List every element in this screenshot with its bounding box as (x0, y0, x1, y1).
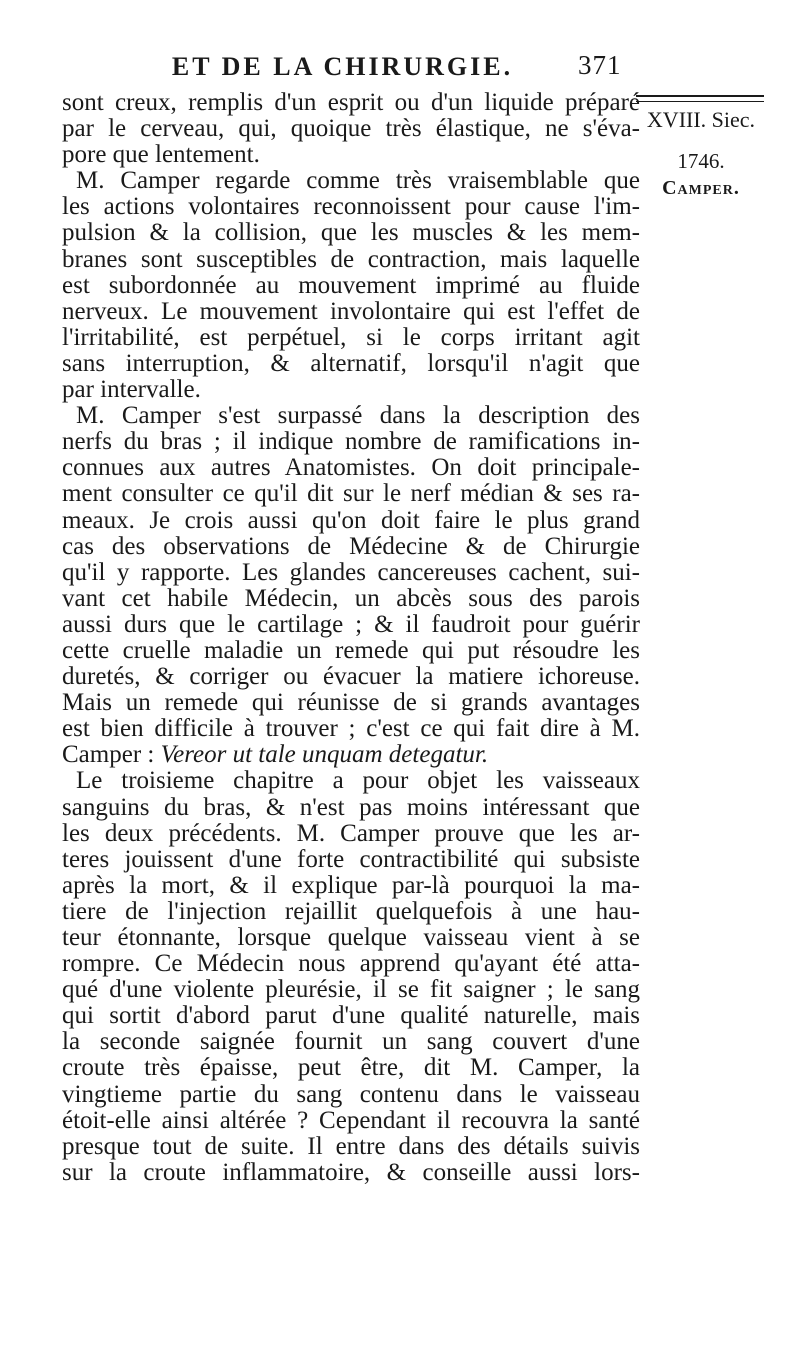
text-line: par le cerveau, qui, quoique très élastique, ne s'éva- (62, 116, 640, 143)
text-line: vant cet habile Médecin, un abcès sous des parois (62, 585, 640, 612)
text-line: connues aux autres Anatomistes. On doit principale- (62, 455, 640, 482)
text-line: aussi durs que le cartilage ; & il faudroit pour guérir (62, 611, 640, 638)
text-line: cas des observations de Médecine & de Chirurgie (62, 533, 640, 560)
latin-quote: Vereor ut tale unquam detegatur. (160, 742, 489, 769)
text-line: branes sont susceptibles de contraction, mais laquelle (62, 246, 640, 273)
text-line: qu'il y rapporte. Les glandes cancereuses cachent, sui- (62, 559, 640, 586)
text-line: est subordonnée au mouvement imprimé au fluide (62, 272, 640, 299)
text-line: sanguins du bras, & n'est pas moins intéressant que (62, 794, 640, 821)
text-line: les deux précédents. M. Camper prouve que les ar- (62, 820, 640, 847)
quote-lead: Camper : (62, 742, 155, 769)
text-line: croute très épaisse, peut être, dit M. Camper, la (62, 1055, 640, 1082)
text-line: M. Camper s'est surpassé dans la description des (76, 403, 640, 430)
text-line-with-quote (62, 742, 640, 768)
margin-author: Camper. (662, 177, 740, 199)
text-line: la seconde saignée fournit un sang couvert d'une (62, 1029, 640, 1056)
text-line: Le troisieme chapitre a pour objet les vaisseaux (76, 768, 640, 795)
text-line: teur étonnante, lorsque quelque vaisseau vient à se (62, 925, 640, 951)
text-line: presque tout de suite. Il entre dans des détails suivis (62, 1133, 640, 1160)
text-line: pulsion & la collision, que les muscles & les mem- (62, 220, 640, 247)
text-line: nerveux. Le mouvement involontaire qui est l'effet de (62, 298, 640, 325)
text-line: rompre. Ce Médecin nous apprend qu'ayant été atta- (62, 951, 640, 978)
text-line: vingtieme partie du sang contenu dans le vaisseau (62, 1081, 640, 1108)
text-line: cette cruelle maladie un remede qui put résoudre les (62, 637, 640, 664)
text-line: M. Camper regarde comme très vraisemblable que (76, 168, 640, 195)
text-line: par intervalle. (62, 377, 201, 404)
text-line: tiere de l'injection rejaillit quelquefois à une hau- (62, 898, 640, 925)
text-line: ment consulter ce qu'il dit sur le nerf médian & ses ra- (62, 481, 640, 508)
text-line: sont creux, remplis d'un esprit ou d'un liquide préparé (62, 90, 640, 116)
margin-rule-thin (636, 101, 764, 102)
text-line: après la mort, & il explique par-là pourquoi la ma- (62, 872, 640, 899)
margin-rule (636, 95, 764, 97)
page-number: 371 (578, 50, 622, 80)
text-line: meaux. Je crois aussi qu'on doit faire le plus grand (62, 507, 640, 534)
text-line: nerfs du bras ; il indique nombre de ramifications in- (62, 429, 640, 456)
body-text (62, 90, 640, 1186)
text-line: l'irritabilité, est perpétuel, si le corps irritant agit (62, 324, 640, 351)
text-line: qui sortit d'abord parut d'une qualité naturelle, mais (62, 1003, 640, 1030)
text-line: sans interruption, & alternatif, lorsqu'il n'agit que (62, 350, 640, 377)
running-title: ET DE LA CHIRURGIE. (171, 52, 514, 81)
text-line: duretés, & corriger ou évacuer la matiere ichoreuse. (62, 664, 640, 691)
text-line: sur la croute inflammatoire, & conseille aussi lors- (62, 1159, 640, 1186)
text-line: les actions volontaires reconnoissent pour cause l'im- (62, 194, 640, 221)
text-line: est bien difficile à trouver ; c'est ce qui fait dire à M. (62, 716, 640, 743)
text-line: teres jouissent d'une forte contractibilité qui subsiste (62, 846, 640, 873)
text-line: pore que lentement. (62, 142, 260, 169)
margin-year: 1746. (677, 149, 725, 173)
text-line: Mais un remede qui réunisse de si grands avantages (62, 690, 640, 717)
margin-century: XVIII. Siec. (646, 107, 756, 132)
text-line: étoit-elle ainsi altérée ? Cependant il recouvra la santé (62, 1107, 640, 1134)
text-line: qué d'une violente pleurésie, il se fit saigner ; le sang (62, 977, 640, 1004)
